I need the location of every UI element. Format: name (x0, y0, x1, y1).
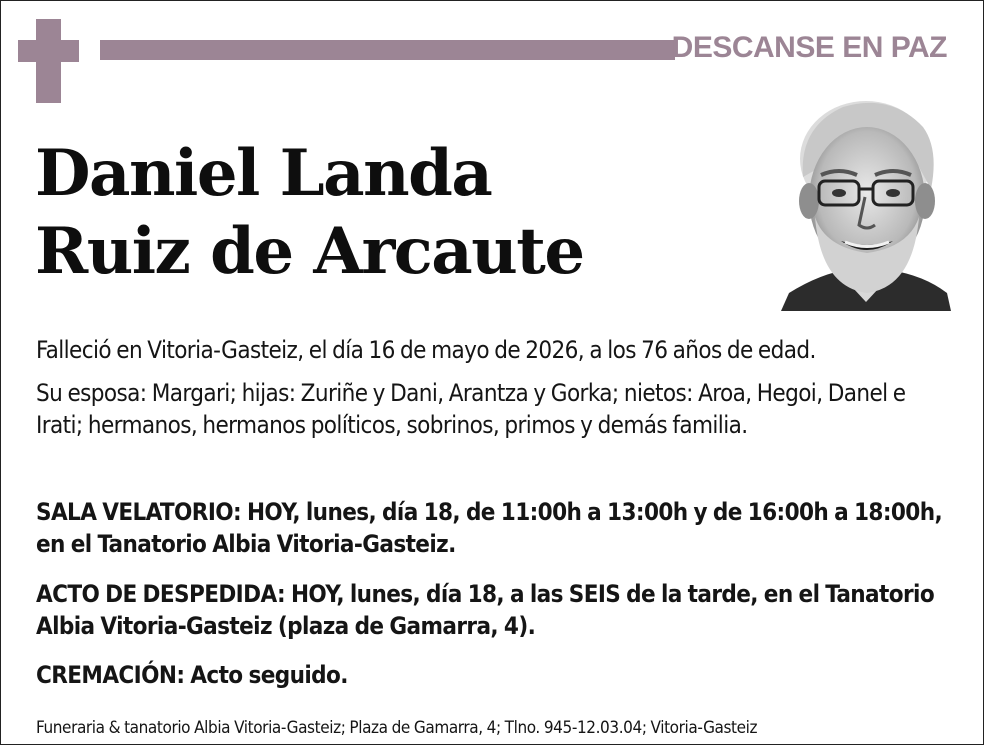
cremation-text: CREMACIÓN: Acto seguido. (36, 661, 348, 689)
header-rule (100, 40, 675, 60)
deceased-name (35, 135, 584, 291)
funeral-home-footer: Funeraria & tanatorio Albia Vitoria-Gasteiz; Plaza de Gamarra, 4; Tlno. 945-12.03.04; Vitoria-Gasteiz (36, 718, 758, 738)
death-notice-text: Falleció en Vitoria-Gasteiz, el día 16 de mayo de 2026, a los 76 años de edad. (36, 336, 816, 364)
wake-details-text: SALA VELATORIO: HOY, lunes, día 18, de 11:00h a 13:00h y de 16:00h a 18:00h, en el Tanatorio Albia Vitoria-Gasteiz. (36, 498, 943, 558)
name-line-2: Ruiz de Arcaute (35, 214, 584, 289)
cross-horizontal-bar (18, 40, 79, 62)
family-list-text: Su esposa: Margari; hijas: Zuriñe y Dani, Arantza y Gorka; nietos: Aroa, Hegoi, Danel e Irati; hermanos, hermanos políticos, sobrinos, primos y demás familia. (36, 379, 906, 439)
portrait-photo (781, 97, 951, 311)
name-line-1: Daniel Landa (35, 136, 492, 211)
farewell-details-text: ACTO DE DESPEDIDA: HOY, lunes, día 18, a las SEIS de la tarde, en el Tanatorio Albia Vitoria-Gasteiz (plaza de Gamarra, 4). (36, 580, 935, 640)
header-label: DESCANSE EN PAZ (671, 31, 947, 64)
